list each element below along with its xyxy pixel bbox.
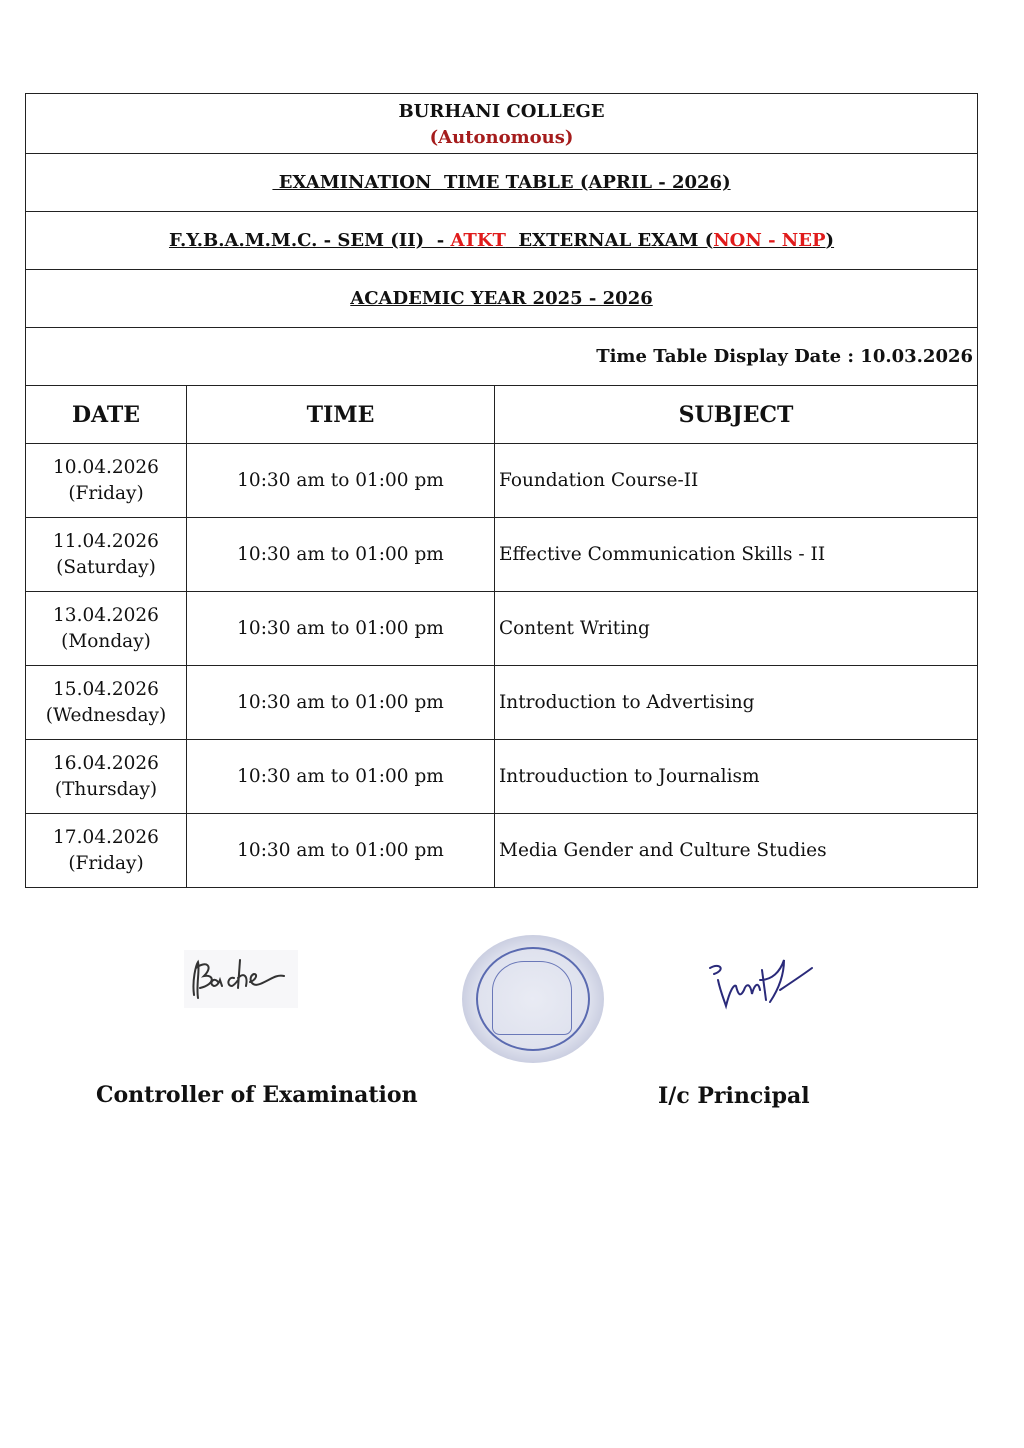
table-row: [26, 666, 978, 740]
time-cell: 10:30 am to 01:00 pm: [187, 444, 495, 518]
column-header-date: DATE: [26, 386, 187, 444]
nep-label: NON - NEP: [713, 230, 826, 251]
time-cell: 10:30 am to 01:00 pm: [187, 814, 495, 888]
exam-date: 16.04.2026: [53, 752, 159, 774]
principal-signature-image: [700, 950, 815, 1020]
exam-type: EXTERNAL EXAM (: [505, 230, 714, 251]
exam-title: EXAMINATION TIME TABLE (APRIL - 2026): [272, 172, 731, 193]
date-cell: [26, 814, 187, 888]
subject-cell: Introduction to Advertising: [495, 666, 978, 740]
course-row: [26, 212, 978, 270]
date-cell: [26, 518, 187, 592]
display-date: Time Table Display Date : 10.03.2026: [596, 346, 974, 367]
timetable: [25, 93, 978, 888]
exam-title-row: [26, 154, 978, 212]
column-header-subject: SUBJECT: [495, 386, 978, 444]
date-cell: [26, 592, 187, 666]
principal-label: I/c Principal: [658, 1083, 810, 1109]
college-seal: [462, 935, 604, 1063]
course-line: [169, 230, 834, 251]
controller-signature-image: [184, 950, 298, 1008]
exam-day: (Thursday): [54, 778, 158, 800]
exam-day: (Monday): [61, 630, 151, 652]
signature-icon: [184, 950, 298, 1008]
academic-year: ACADEMIC YEAR 2025 - 2026: [350, 288, 653, 309]
date-cell: [26, 666, 187, 740]
exam-date: 10.04.2026: [53, 456, 159, 478]
time-cell: 10:30 am to 01:00 pm: [187, 740, 495, 814]
course-close-paren: ): [825, 230, 835, 251]
academic-year-row: [26, 270, 978, 328]
date-cell: [26, 444, 187, 518]
controller-label: Controller of Examination: [96, 1082, 418, 1108]
college-status: (Autonomous): [429, 126, 574, 148]
exam-date: 15.04.2026: [53, 678, 159, 700]
column-header-row: [26, 386, 978, 444]
seal-emblem-icon: [492, 961, 572, 1035]
exam-date: 17.04.2026: [53, 826, 159, 848]
display-date-row: [26, 328, 978, 386]
table-row: [26, 740, 978, 814]
signature-block: [0, 930, 1024, 1130]
exam-day: (Friday): [68, 852, 144, 874]
exam-date: 13.04.2026: [53, 604, 159, 626]
timetable-sheet: [25, 93, 977, 888]
exam-date: 11.04.2026: [53, 530, 159, 552]
subject-cell: Foundation Course-II: [495, 444, 978, 518]
table-row: [26, 518, 978, 592]
date-cell: [26, 740, 187, 814]
college-name: BURHANI COLLEGE: [398, 100, 605, 122]
college-header-row: [26, 94, 978, 154]
subject-cell: Introuduction to Journalism: [495, 740, 978, 814]
time-cell: 10:30 am to 01:00 pm: [187, 518, 495, 592]
column-header-time: TIME: [187, 386, 495, 444]
table-row: [26, 814, 978, 888]
time-cell: 10:30 am to 01:00 pm: [187, 666, 495, 740]
subject-cell: Media Gender and Culture Studies: [495, 814, 978, 888]
atkt-label: ATKT: [450, 230, 506, 251]
course-name: F.Y.B.A.M.M.C. - SEM (II) -: [168, 230, 451, 251]
time-cell: 10:30 am to 01:00 pm: [187, 592, 495, 666]
subject-cell: Effective Communication Skills - II: [495, 518, 978, 592]
subject-cell: Content Writing: [495, 592, 978, 666]
table-row: [26, 444, 978, 518]
table-row: [26, 592, 978, 666]
exam-day: (Wednesday): [45, 704, 167, 726]
signature-icon: [700, 950, 815, 1020]
exam-day: (Saturday): [56, 556, 156, 578]
exam-day: (Friday): [68, 482, 144, 504]
